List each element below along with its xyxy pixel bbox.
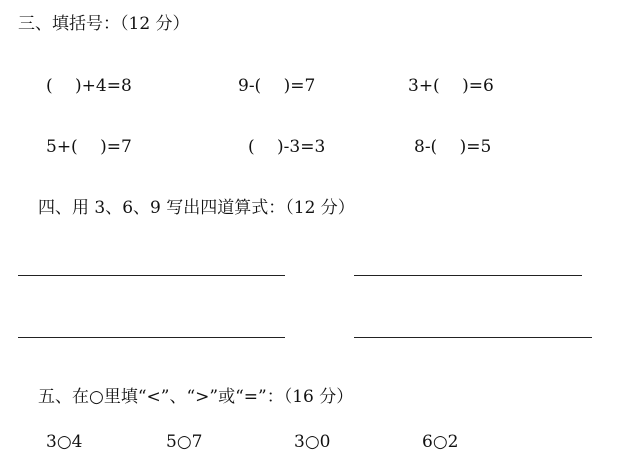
section-4-heading: 四、用 3、6、9 写出四道算式：（12 分） bbox=[38, 198, 355, 218]
compare-problem-4: 6○2 bbox=[422, 432, 459, 452]
compare-problem-3: 3○0 bbox=[294, 432, 331, 452]
fill-problem-2: 9-( )=7 bbox=[238, 76, 316, 96]
answer-line-1 bbox=[18, 275, 285, 276]
fill-problem-6: 8-( )=5 bbox=[414, 137, 492, 157]
section-3-heading: 三、填括号：（12 分） bbox=[18, 14, 190, 34]
fill-problem-1: ( )+4=8 bbox=[46, 76, 132, 96]
fill-problem-5: ( )-3=3 bbox=[248, 137, 326, 157]
fill-problem-4: 5+( )=7 bbox=[46, 137, 132, 157]
fill-problem-3: 3+( )=6 bbox=[408, 76, 494, 96]
answer-line-4 bbox=[354, 337, 592, 338]
compare-problem-2: 5○7 bbox=[166, 432, 203, 452]
section-5-heading: 五、在○里填“<”、“>”或“=”：（16 分） bbox=[38, 387, 354, 407]
answer-line-2 bbox=[354, 275, 582, 276]
answer-line-3 bbox=[18, 337, 285, 338]
compare-problem-1: 3○4 bbox=[46, 432, 83, 452]
